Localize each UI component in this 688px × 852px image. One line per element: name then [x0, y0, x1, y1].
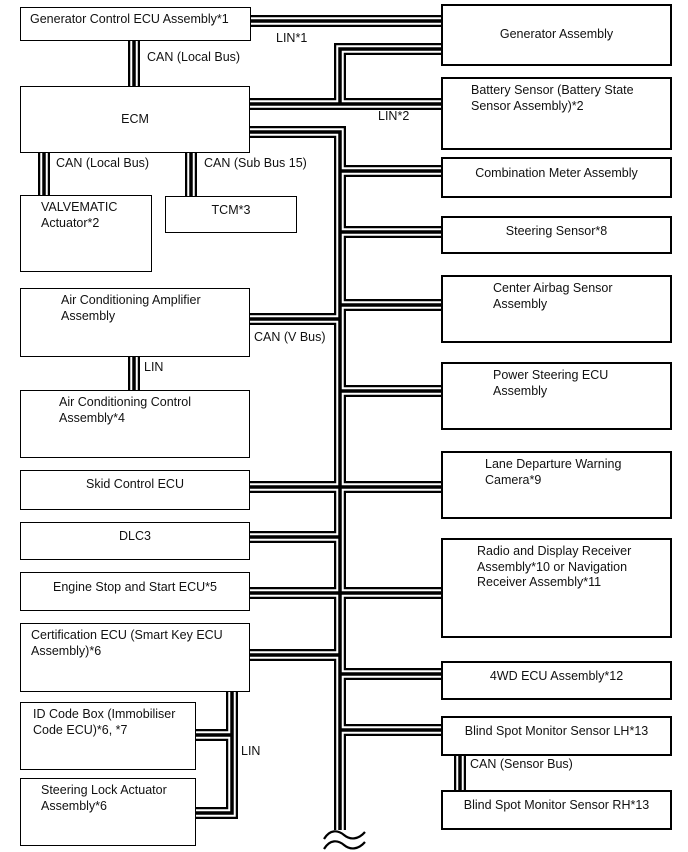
node-ac-control: Air Conditioning Control Assembly*4: [20, 390, 250, 458]
node-tcm: TCM*3: [165, 196, 297, 233]
node-skid-control-ecu: Skid Control ECU: [20, 470, 250, 510]
node-generator-control-ecu: Generator Control ECU Assembly*1: [20, 7, 251, 41]
bus-label-can-local-bus-top: CAN (Local Bus): [147, 50, 241, 64]
node-ecm: ECM: [20, 86, 250, 153]
node-battery-sensor: Battery Sensor (Battery State Sensor Assembly)*2: [441, 77, 672, 150]
node-blind-spot-monitor-rh: Blind Spot Monitor Sensor RH*13: [441, 790, 672, 830]
bus-label-lin-immobiliser: LIN: [241, 744, 261, 758]
bus-label-lin-ac: LIN: [144, 360, 164, 374]
node-steering-sensor: Steering Sensor*8: [441, 216, 672, 254]
node-lane-departure-camera: Lane Departure Warning Camera*9: [441, 451, 672, 519]
node-ac-amplifier: Air Conditioning Amplifier Assembly: [20, 288, 250, 357]
bus-path: [340, 49, 446, 104]
bus-label-can-sensor-bus: CAN (Sensor Bus): [470, 757, 573, 771]
node-power-steering-ecu: Power Steering ECU Assembly: [441, 362, 672, 430]
bus-label-can-local-bus-left: CAN (Local Bus): [56, 156, 150, 170]
bus-break-wave-2: [324, 841, 365, 849]
node-4wd-ecu: 4WD ECU Assembly*12: [441, 661, 672, 700]
node-steering-lock-actuator: Steering Lock Actuator Assembly*6: [20, 778, 196, 846]
bus-path: [192, 689, 232, 813]
node-radio-navigation-receiver: Radio and Display Receiver Assembly*10 or Navigation Receiver Assembly*11: [441, 538, 672, 638]
bus-break-squiggle: [324, 831, 365, 849]
node-generator-assembly: Generator Assembly: [441, 4, 672, 66]
bus-label-lin1: LIN*1: [276, 31, 308, 45]
node-center-airbag-sensor: Center Airbag Sensor Assembly: [441, 275, 672, 343]
node-dlc3: DLC3: [20, 522, 250, 560]
bus-label-can-sub-bus-15: CAN (Sub Bus 15): [204, 156, 307, 170]
node-certification-ecu: Certification ECU (Smart Key ECU Assembly)*6: [20, 623, 250, 692]
node-blind-spot-monitor-lh: Blind Spot Monitor Sensor LH*13: [441, 716, 672, 756]
bus-label-can-v-bus: CAN (V Bus): [254, 330, 326, 344]
bus-path: [340, 49, 446, 104]
node-combination-meter: Combination Meter Assembly: [441, 157, 672, 198]
bus-path: [340, 49, 446, 104]
node-valvematic-actuator: VALVEMATIC Actuator*2: [20, 195, 152, 272]
bus-label-lin2: LIN*2: [378, 109, 410, 123]
node-id-code-box: ID Code Box (Immobiliser Code ECU)*6, *7: [20, 702, 196, 770]
node-engine-stop-start-ecu: Engine Stop and Start ECU*5: [20, 572, 250, 611]
bus-break-wave-1: [324, 831, 365, 839]
